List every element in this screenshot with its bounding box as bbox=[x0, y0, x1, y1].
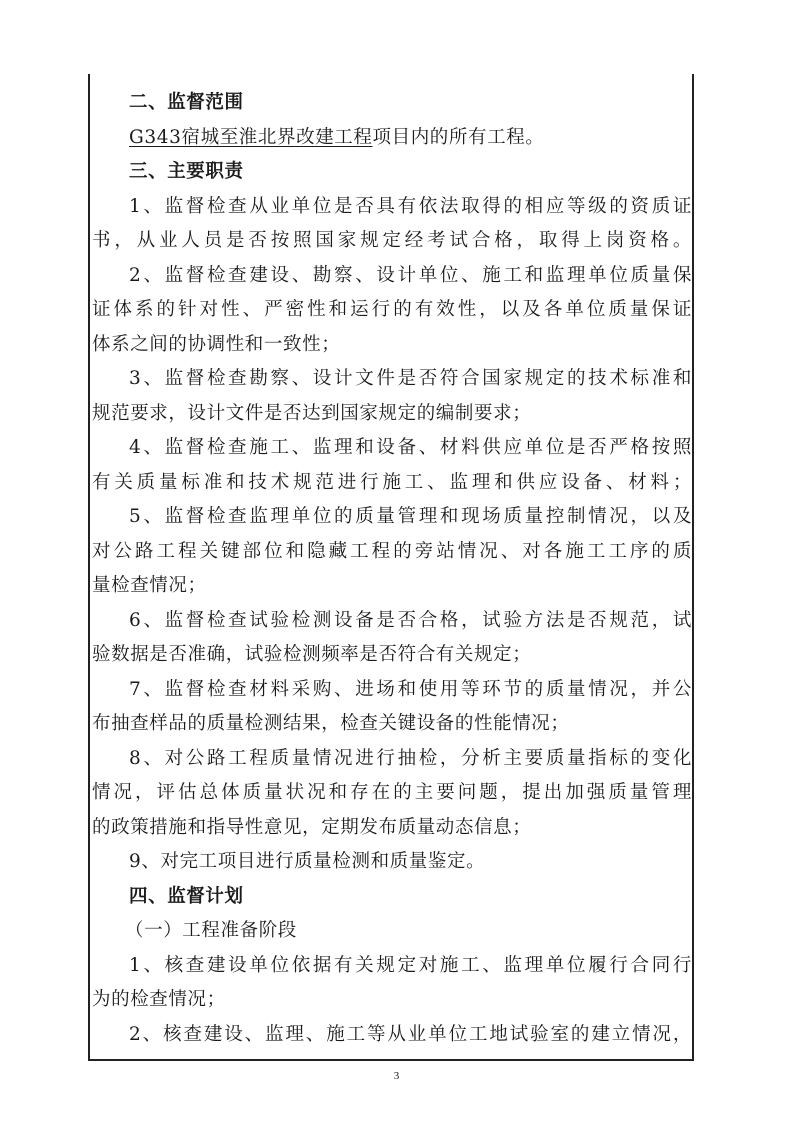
duty-5-line-3: 量检查情况； bbox=[92, 575, 207, 596]
duty-1-line-1: 1、监督检查从业单位是否具有依法取得的相应等级的资质证 bbox=[129, 195, 692, 217]
section-heading-scope: 二、监督范围 bbox=[129, 92, 244, 113]
duty-8-line-2: 情况，评估总体质量状况和存在的主要问题，提出加强质量管理 bbox=[92, 782, 692, 803]
plan-item-1-line-1: 1、核查建设单位依据有关规定对施工、监理单位履行合同行 bbox=[129, 954, 692, 976]
section-heading-plan: 四、监督计划 bbox=[129, 885, 244, 907]
section-heading-duties: 三、主要职责 bbox=[129, 161, 244, 182]
duty-2-line-1: 2、监督检查建设、勘察、设计单位、施工和监理单位质量保 bbox=[129, 264, 692, 286]
duty-9: 9、对完工项目进行质量检测和质量鉴定。 bbox=[129, 851, 486, 872]
duty-7-line-2: 布抽查样品的质量检测结果，检查关键设备的性能情况； bbox=[92, 713, 570, 734]
duty-3-line-1: 3、监督检查勘察、设计文件是否符合国家规定的技术标准和 bbox=[129, 368, 692, 389]
plan-item-2-line-1: 2、核查建设、监理、施工等从业单位工地试验室的建立情况， bbox=[129, 1023, 692, 1045]
duty-8-line-1: 8、对公路工程质量情况进行抽检，分析主要质量指标的变化 bbox=[129, 747, 692, 769]
duty-4-line-2: 有关质量标准和技术规范进行施工、监理和供应设备、材料； bbox=[92, 471, 692, 493]
duty-1-line-2: 书，从业人员是否按照国家规定经考试合格，取得上岗资格。 bbox=[92, 230, 692, 251]
page-number: 3 bbox=[393, 1070, 400, 1082]
duty-3-line-2: 规范要求，设计文件是否达到国家规定的编制要求； bbox=[92, 402, 532, 424]
plan-item-1-line-2: 为的检查情况； bbox=[92, 989, 226, 1010]
duty-6-line-2: 验数据是否准确，试验检测频率是否符合有关规定； bbox=[92, 644, 532, 665]
scope-paragraph bbox=[92, 121, 692, 156]
duty-7-line-1: 7、监督检查材料采购、进场和使用等环节的质量情况，并公 bbox=[129, 678, 692, 700]
duty-4-line-1: 4、监督检查施工、监理和设备、材料供应单位是否严格按照 bbox=[129, 437, 692, 458]
duty-6-line-1: 6、监督检查试验检测设备是否合格，试验方法是否规范，试 bbox=[129, 609, 692, 631]
duty-8-line-3: 的政策措施和指导性意见，定期发布质量动态信息； bbox=[92, 816, 532, 838]
plan-subheading-1: （一）工程准备阶段 bbox=[125, 920, 297, 941]
duty-2-line-3: 体系之间的协调性和一致性； bbox=[92, 333, 341, 355]
document-body bbox=[92, 86, 692, 1052]
project-name: G343宿城至淮北界改建工程 bbox=[129, 126, 373, 148]
scope-text: 项目内的所有工程。 bbox=[372, 126, 545, 148]
duty-2-line-2: 证体系的针对性、严密性和运行的有效性，以及各单位质量保证 bbox=[92, 299, 692, 320]
duty-5-line-1: 5、监督检查监理单位的质量管理和现场质量控制情况，以及 bbox=[129, 506, 692, 527]
duty-5-line-2: 对公路工程关键部位和隐藏工程的旁站情况、对各施工工序的质 bbox=[92, 540, 692, 562]
